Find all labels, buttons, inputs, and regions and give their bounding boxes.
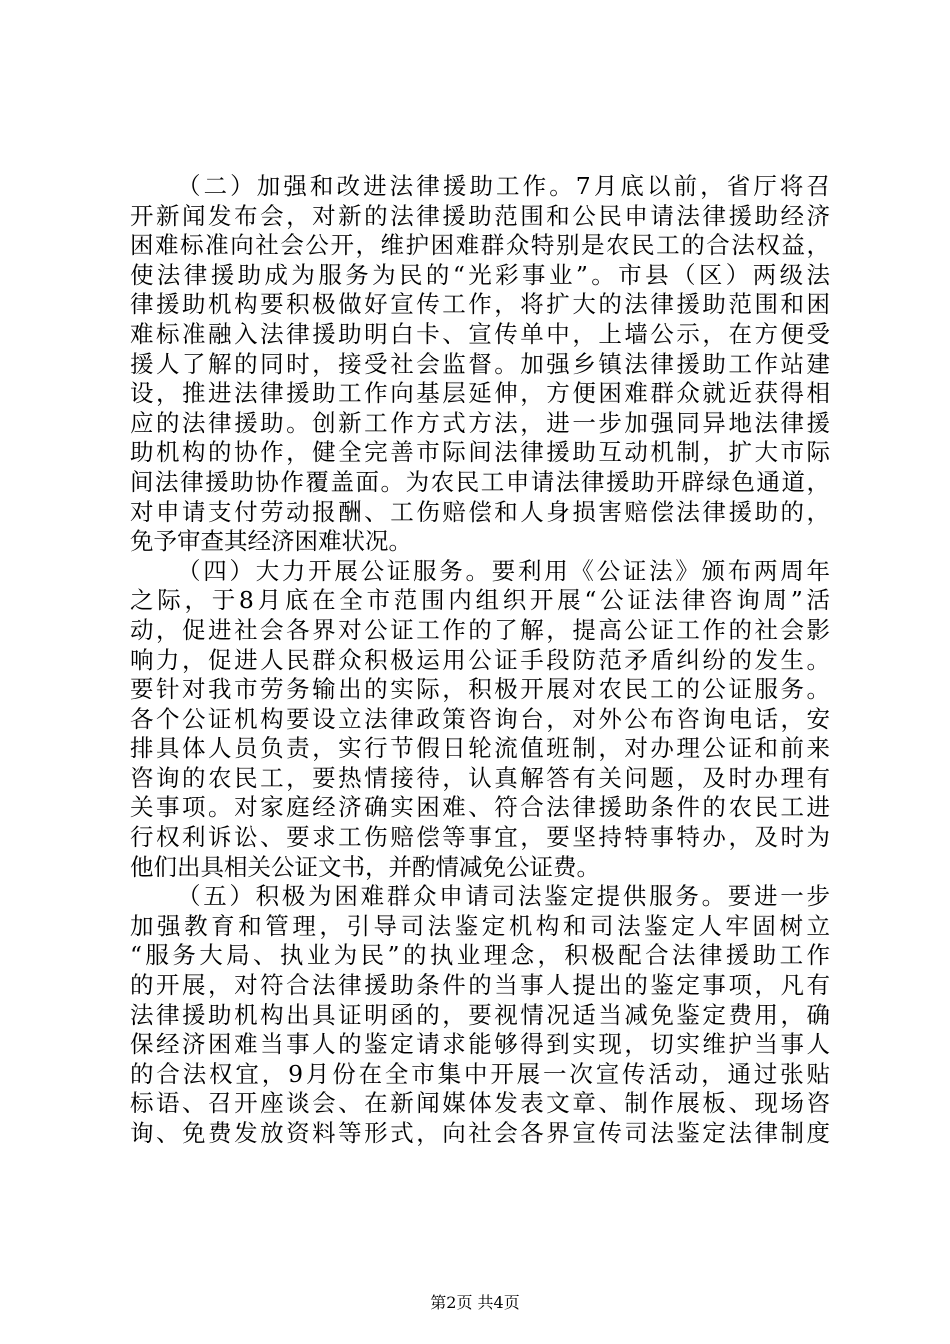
page-footer: 第2页 共4页: [430, 1293, 520, 1312]
text-line: 要针对我市劳务输出的实际，积极开展对农民工的公证服务。: [130, 675, 830, 704]
text-line: 行权利诉讼、要求工伤赔偿等事宜，要坚持特事特办，及时为: [130, 823, 830, 852]
text-line: 间法律援助协作覆盖面。为农民工申请法律援助开辟绿色通道，: [130, 467, 830, 496]
text-line: 免予审查其经济困难状况。: [130, 527, 412, 556]
text-line: 开新闻发布会，对新的法律援助范围和公民申请法律援助经济: [130, 201, 830, 230]
text-line: 助机构的协作，健全完善市际间法律援助互动机制，扩大市际: [130, 438, 830, 467]
text-line: 咨询的农民工，要热情接待，认真解答有关问题，及时办理有: [130, 763, 830, 792]
text-line: 法律援助机构出具证明函的，要视情况适当减免鉴定费用，确: [130, 1000, 830, 1029]
text-line: 的合法权宜，9月份在全市集中开展一次宣传活动，通过张贴: [130, 1059, 830, 1088]
text-line: 加强教育和管理，引导司法鉴定机构和司法鉴定人牢固树立: [130, 911, 830, 940]
text-line: 使法律援助成为服务为民的“光彩事业”。市县（区）两级法: [130, 260, 830, 289]
text-line: “服务大局、执业为民”的执业理念，积极配合法律援助工作: [130, 941, 830, 970]
text-line: （五）积极为困难群众申请司法鉴定提供服务。要进一步: [177, 882, 830, 911]
text-line: 询、免费发放资料等形式，向社会各界宣传司法鉴定法律制度: [130, 1119, 830, 1147]
text-line: 之际，于8月底在全市范围内组织开展“公证法律咨询周”活: [130, 586, 830, 615]
text-line: 响力，促进人民群众积极运用公证手段防范矛盾纠纷的发生。: [130, 645, 830, 674]
text-line: 应的法律援助。创新工作方式方法，进一步加强同异地法律援: [130, 408, 830, 437]
text-line: 的开展，对符合法律援助条件的当事人提出的鉴定事项，凡有: [130, 971, 830, 1000]
text-line: 动，促进社会各界对公证工作的了解，提高公证工作的社会影: [130, 615, 830, 644]
text-line: （二）加强和改进法律援助工作。7月底以前，省厅将召: [177, 172, 830, 200]
text-line: 律援助机构要积极做好宣传工作，将扩大的法律援助范围和困: [130, 290, 830, 319]
text-line: 援人了解的同时，接受社会监督。加强乡镇法律援助工作站建: [130, 349, 830, 378]
text-line: 各个公证机构要设立法律政策咨询台，对外公布咨询电话，安: [130, 704, 830, 733]
text-line: 标语、召开座谈会、在新闻媒体发表文章、制作展板、现场咨: [130, 1089, 830, 1118]
text-line: 保经济困难当事人的鉴定请求能够得到实现，切实维护当事人: [130, 1030, 830, 1059]
text-line: 对申请支付劳动报酬、工伤赔偿和人身损害赔偿法律援助的，: [130, 497, 830, 526]
text-line: 排具体人员负责，实行节假日轮流值班制，对办理公证和前来: [130, 734, 830, 763]
text-line: 难标准融入法律援助明白卡、宣传单中，上墙公示，在方便受: [130, 319, 830, 348]
text-line: （四）大力开展公证服务。要利用《公证法》颁布两周年: [177, 556, 830, 585]
text-line: 关事项。对家庭经济确实困难、符合法律援助条件的农民工进: [130, 793, 830, 822]
text-line: 设，推进法律援助工作向基层延伸，方便困难群众就近获得相: [130, 379, 830, 408]
text-line: 他们出具相关公证文书，并酌情减免公证费。: [130, 852, 600, 881]
document-body: [130, 172, 830, 1149]
text-line: 困难标准向社会公开，维护困难群众特别是农民工的合法权益，: [130, 231, 830, 260]
